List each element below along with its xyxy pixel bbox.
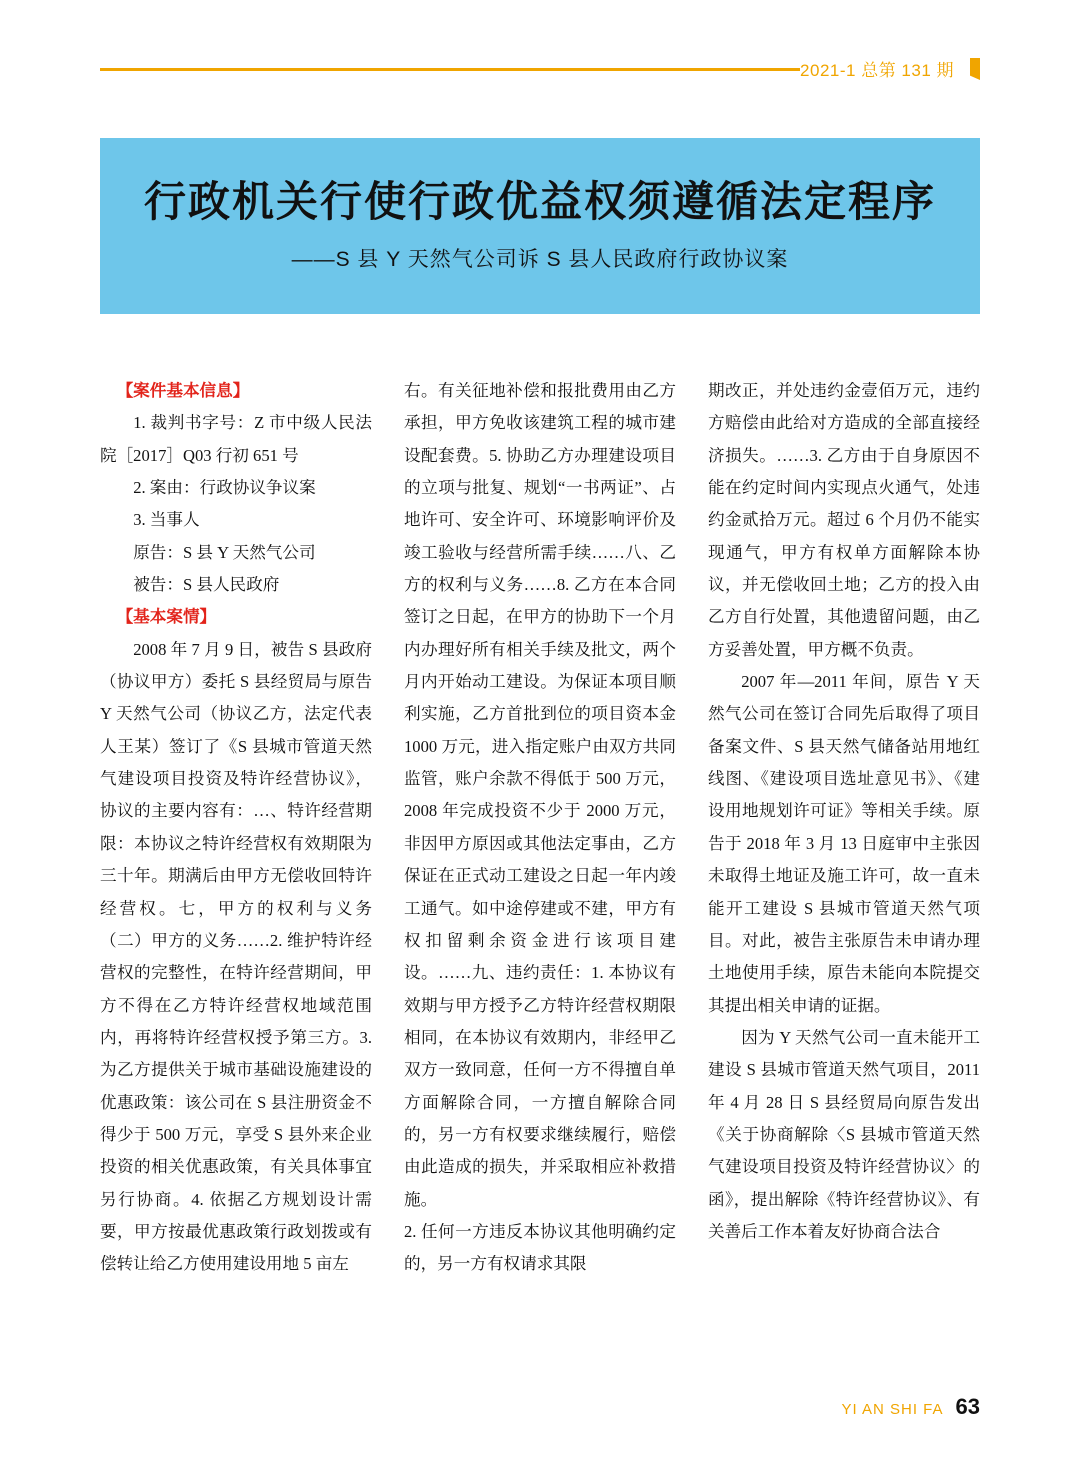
- paragraph: 2008 年 7 月 9 日，被告 S 县政府（协议甲方）委托 S 县经贸局与原告 Y 天然气公司（协议乙方，法定代表人王某）签订了《S 县城市管道天然气建设项目投资及特许经营协议》，协议的主要内容有：…、特许经营期限：本协议之特许经营权有效期限为三十年。期满后由甲方无偿收回特许经营权。七，甲方的权利与义务（二）甲方的义务……2. 维护特许经营权的完整性，在特许经营期间，甲方不得在乙方特许经营权地域范围内，再将特许经营权授予第三方。3. 为乙方提供关于城市基础设施建设的优惠政策：该公司在 S 县注册资金不得少于 500 万元，享受 S 县外来企业投资的相关优惠政策，有关具体事宜另行协商。4. 依据乙方规划设计需要，甲方按最优惠政策行政划拨或有偿转让给乙方使用建设用地 5 亩左: [100, 639, 372, 1274]
- paragraph: 2. 案由：行政协议争议案: [133, 478, 316, 498]
- title-banner: [100, 138, 980, 314]
- page-header: [100, 56, 980, 82]
- article-body: [100, 375, 980, 1325]
- column-right: [708, 375, 980, 1325]
- paragraph: 原告：S 县 Y 天然气公司: [133, 542, 316, 562]
- header-rule: [100, 68, 800, 71]
- section-heading-case-facts: 【基本案情】: [116, 607, 217, 627]
- column-left: [100, 375, 372, 1325]
- footer-label: YI AN SHI FA: [841, 1401, 944, 1418]
- paragraph: 1. 裁判书字号：Z 市中级人民法院［2017］Q03 行初 651 号: [100, 413, 372, 465]
- page-subtitle: ——S 县 Y 天然气公司诉 S 县人民政府行政协议案: [291, 248, 789, 272]
- paragraph: 2007 年—2011 年间，原告 Y 天然气公司在签订合同先后取得了项目备案文件、S 县天然气储备站用地红线图、《建设项目选址意见书》、《建设用地规划许可证》等相关手续。原告于 2018 年 3 月 13 日庭审中主张因未取得土地证及施工许可，故一直未能开工建设 S 县城市管道天然气项目。对此，被告主张原告未申请办理土地使用手续，原告未能向本院提交其提出相关申请的证据。: [708, 672, 980, 1015]
- paragraph: 因为 Y 天然气公司一直未能开工建设 S 县城市管道天然气项目，2011 年 4 月 28 日 S 县经贸局向原告发出《关于协商解除〈S 县城市管道天然气建设项目投资及特许经营协议〉的函》，提出解除《特许经营协议》、有关善后工作本着友好协商合法合: [708, 1027, 980, 1241]
- column-middle: [404, 375, 676, 1325]
- page-footer: [841, 1394, 980, 1420]
- page-number: 63: [955, 1394, 980, 1419]
- header-corner-marker: [970, 58, 980, 80]
- section-heading-case-info: 【案件基本信息】: [116, 381, 250, 400]
- paragraph: 2. 任何一方违反本协议其他明确约定的，另一方有权请求其限: [404, 1221, 676, 1274]
- paragraph: 3. 当事人: [133, 510, 200, 530]
- paragraph: 右。有关征地补偿和报批费用由乙方承担，甲方免收该建筑工程的城市建设配套费。5. 协助乙方办理建设项目的立项与批复、规划“一书两证”、占地许可、安全许可、环境影响评价及竣工验收与经营所需手续……八、乙方的权利与义务……8. 乙方在本合同签订之日起，在甲方的协助下一个月内办理好所有相关手续及批文，两个月内开始动工建设。为保证本项目顺利实施，乙方首批到位的项目资本金 1000 万元，进入指定账户由双方共同监管，账户余款不得低于 500 万元，2008 年完成投资不少于 2000 万元，非因甲方原因或其他法定事由，乙方保证在正式动工建设之日起一年内竣工通气。如中途停建或不建，甲方有权扣留剩余资金进行该项目建设。……九、违约责任：1. 本协议有效期与甲方授予乙方特许经营权期限相同，在本协议有效期内，非经甲乙双方一致同意，任何一方不得擅自单方面解除合同，一方擅自解除合同的，另一方有权要求继续履行，赔偿由此造成的损失，并采取相应补救措施。: [404, 381, 676, 1209]
- paragraph: 期改正，并处违约金壹佰万元，违约方赔偿由此给对方造成的全部直接经济损失。……3. 乙方由于自身原因不能在约定时间内实现点火通气，处违约金贰拾万元。超过 6 个月仍不能实现通气，甲方有权单方面解除本协议，并无偿收回土地；乙方的投入由乙方自行处置，其他遗留问题，由乙方妥善处置，甲方概不负责。: [708, 381, 980, 659]
- issue-label: 2021-1 总第 131 期: [800, 61, 954, 80]
- page-title: 行政机关行使行政优益权须遵循法定程序: [143, 177, 936, 225]
- paragraph: 被告：S 县人民政府: [133, 575, 280, 595]
